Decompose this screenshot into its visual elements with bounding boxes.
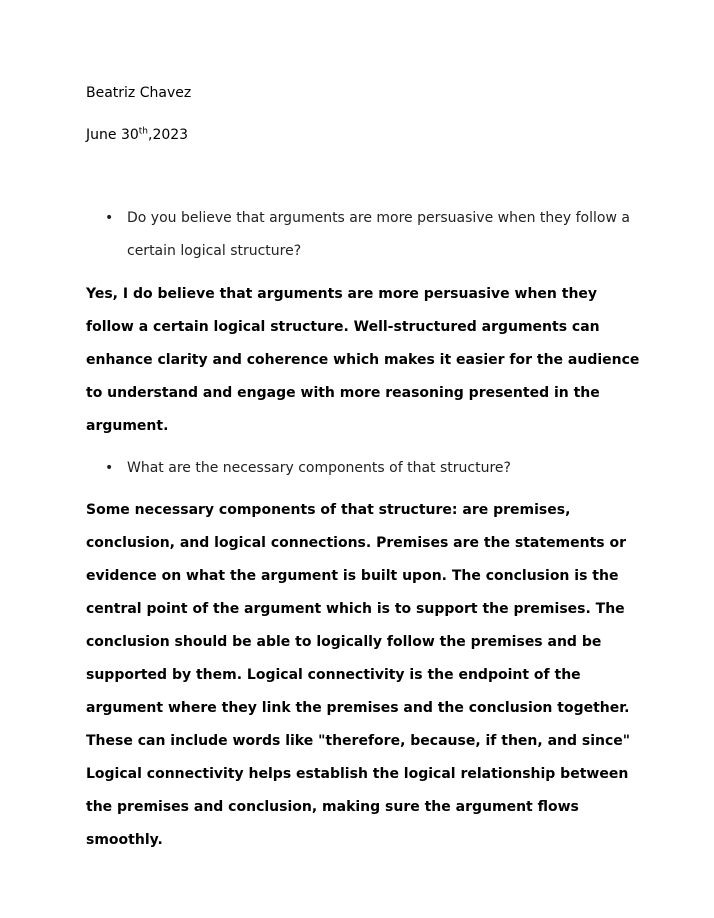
question-text-2: What are the necessary components of that structure? — [127, 460, 511, 476]
document-date — [86, 126, 188, 144]
question-text-1: Do you believe that arguments are more persuasive when they follow a certain logical structure? — [127, 210, 630, 259]
date-ordinal-suffix: th — [138, 126, 148, 137]
answer-paragraph-1: Yes, I do believe that arguments are more persuasive when they follow a certain logical structure. Well-structured arguments can enhance clarity and coherence which makes it easier for the audience to understand and engage with more reasoning presented in the argument. — [86, 286, 640, 434]
bullet-icon: • — [105, 460, 114, 476]
author-name: Beatriz Chavez — [86, 85, 192, 101]
bullet-icon: • — [105, 210, 114, 226]
date-year: ,2023 — [148, 127, 189, 143]
date-main: June 30 — [86, 127, 139, 143]
answer-paragraph-2: Some necessary components of that structure: are premises, conclusion, and logical connections. Premises are the statements or evidence on what the argument is built upon. The conclusion is the central point of the argument which is to support the premises. The conclusion should be able to logically follow the premises and be supported by them. Logical connectivity is the endpoint of the argument where they link the premises and the conclusion together. These can include words like "therefore, because, if then, and since" Logical connectivity helps establish the logical relationship between the premises and conclusion, making sure the argument flows smoothly. — [86, 502, 631, 848]
